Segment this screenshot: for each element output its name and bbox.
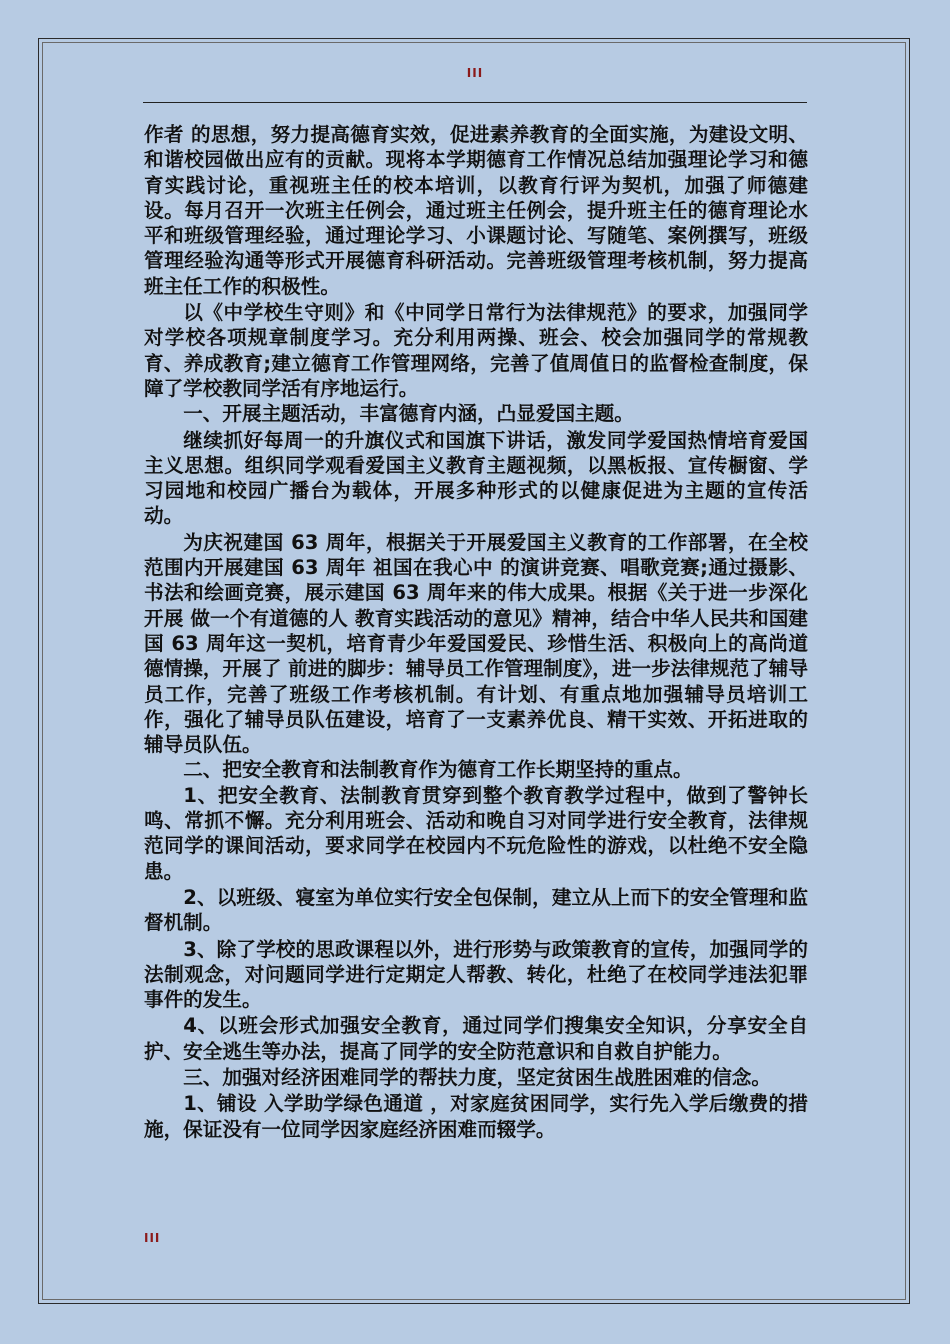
list-item-2-4: 4、以班会形式加强安全教育，通过同学们搜集安全知识，分享安全自护、安全逃生等办法，提高了同学的安全防范意识和自救自护能力。 [144,1014,808,1063]
paragraph-1: 作者 的思想，努力提高德育实效，促进素养教育的全面实施，为建设文明、和谐校园做出应有的贡献。现将本学期德育工作情况总结加强理论学习和德育实践讨论，重视班主任的校本培训，以教育行评为契机，加强了师德建设。每月召开一次班主任例会，通过班主任例会，提升班主任的德育理论水平和班级管理经验，通过理论学习、小课题讨论、写随笔、案例撰写，班级管理经验沟通等形式开展德育科研活动。完善班级管理考核机制，努力提高班主任工作的积极性。 [144,123,808,298]
section-heading-1: 一、开展主题活动，丰富德育内涵，凸显爱国主题。 [183,402,634,426]
list-item-2-1: 1、把安全教育、法制教育贯穿到整个教育教学过程中，做到了警钟长鸣、常抓不懈。充分利用班会、活动和晚自习对同学进行安全教育，法律规范同学的课间活动，要求同学在校园内不玩危险性的游戏，以杜绝不安全隐患。 [144,783,808,883]
document-body [144,122,808,1142]
list-item-3-1: 1、铺设 入学助学绿色通道 ，对家庭贫困同学，实行先入学后缴费的措施，保证没有一位同学因家庭经济困难而辍学。 [144,1092,808,1141]
header-mark: III [466,66,484,80]
paragraph-3: 继续抓好每周一的升旗仪式和国旗下讲话，激发同学爱国热情培育爱国主义思想。组织同学观看爱国主义教育主题视频，以黑板报、宣传橱窗、学习园地和校园广播台为载体，开展多种形式的以健康促进为主题的宣传活动。 [144,428,808,528]
list-item-2-3: 3、除了学校的思政课程以外，进行形势与政策教育的宣传，加强同学的法制观念，对问题同学进行定期定人帮教、转化，杜绝了在校同学违法犯罪事件的发生。 [144,937,808,1012]
paragraph-4: 为庆祝建国 63 周年，根据关于开展爱国主义教育的工作部署，在全校范围内开展建国 63 周年 祖国在我心中 的演讲竞赛、唱歌竞赛;通过摄影、书法和绘画竞赛，展示建国 63 周年来的伟大成果。根据《关于进一步深化开展 做一个有道德的人 教育实践活动的意见》精神，结合中华人民共和国建国 63 周年这一契机，培育青少年爱国爱民、珍惜生活、积极向上的高尚道德情操，开展了 前进的脚步：辅导员工作管理制度》，进一步法律规范了辅导员工作，完善了班级工作考核机制。有计划、有重点地加强辅导员培训工作，强化了辅导员队伍建设，培育了一支素养优良、精干实效、开拓进取的辅导员队伍。 [144,530,808,757]
list-item-2-2: 2、以班级、寝室为单位实行安全包保制，建立从上而下的安全管理和监督机制。 [144,885,808,935]
footer-mark: III [144,1231,161,1245]
section-heading-2: 二、把安全教育和法制教育作为德育工作长期坚持的重点。 [183,758,693,782]
section-heading-3: 三、加强对经济困难同学的帮扶力度，坚定贫困生战胜困难的信念。 [183,1065,771,1089]
header-divider [143,102,807,103]
paragraph-2: 以《中学校生守则》和《中同学日常行为法律规范》的要求，加强同学对学校各项规章制度学习。充分利用两操、班会、校会加强同学的常规教育、养成教育;建立德育工作管理网络，完善了值周值日的监督检查制度，保障了学校教同学活有序地运行。 [144,301,808,400]
